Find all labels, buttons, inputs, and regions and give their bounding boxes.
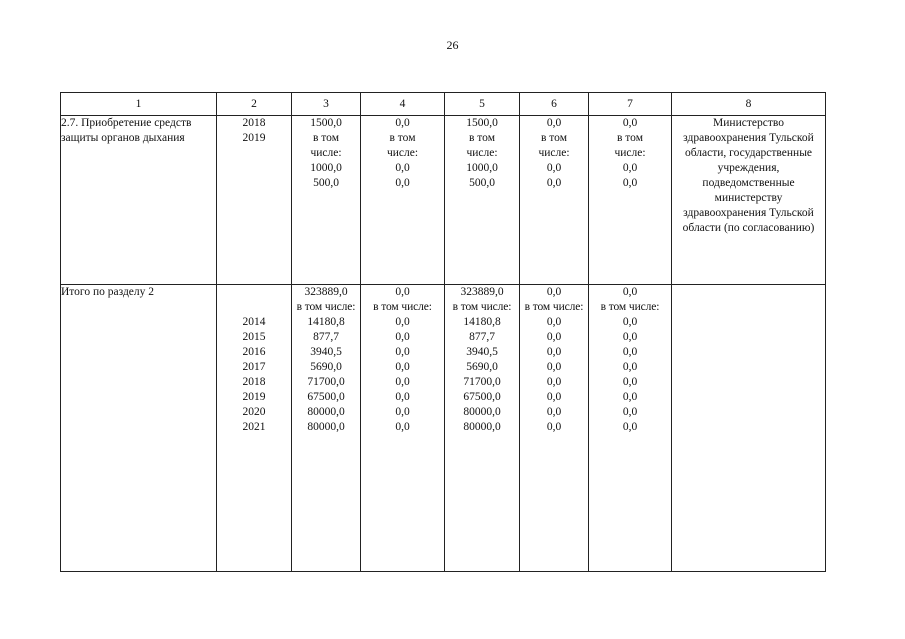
funding-value: 0,0	[622, 361, 638, 373]
funding-value: 0,0	[395, 406, 410, 418]
funding-value: 0,0	[395, 421, 410, 433]
funding-value: 0,0	[622, 316, 638, 328]
funding-value: 0,0	[546, 376, 562, 388]
column-number-7: 7	[589, 93, 672, 116]
funding-value: 0,0	[546, 346, 562, 358]
funding-value: в том	[541, 132, 567, 144]
funding-value: 0,0	[546, 117, 562, 129]
table-row	[61, 285, 826, 572]
funding-value: в том числе:	[600, 301, 660, 313]
funding-value: 0,0	[546, 286, 562, 298]
total-funding-cell	[292, 285, 361, 572]
table-row	[61, 116, 826, 285]
funding-value: 5690,0	[466, 361, 498, 373]
year-value: 2018	[242, 376, 266, 388]
funding-value: 80000,0	[463, 406, 501, 418]
year-value: 2019	[242, 132, 266, 144]
spacer	[217, 285, 291, 300]
column-number-5: 5	[445, 93, 520, 116]
funding-value: 0,0	[395, 316, 410, 328]
funding-col4-cell	[361, 116, 445, 285]
funding-value: 0,0	[622, 346, 638, 358]
funding-value: 71700,0	[307, 376, 345, 388]
funding-value: в том	[313, 132, 339, 144]
funding-col6-cell	[520, 285, 589, 572]
funding-value: 0,0	[622, 177, 638, 189]
funding-col6-cell	[520, 116, 589, 285]
program-table	[60, 92, 826, 572]
funding-value: в том	[389, 132, 416, 144]
funding-value: 0,0	[395, 331, 410, 343]
funding-value: в том числе:	[524, 301, 584, 313]
funding-value: 500,0	[469, 177, 495, 189]
funding-value: 323889,0	[460, 286, 504, 298]
funding-value: 0,0	[622, 406, 638, 418]
funding-value: 67500,0	[307, 391, 345, 403]
column-number-1: 1	[61, 93, 217, 116]
year-value: 2016	[242, 346, 266, 358]
funding-value: 877,7	[313, 331, 339, 343]
funding-value: числе:	[310, 147, 342, 159]
year-value: 2021	[242, 421, 266, 433]
funding-value: 0,0	[395, 361, 410, 373]
year-value: 2019	[242, 391, 266, 403]
column-number-row	[61, 93, 826, 116]
responsible-organization-empty	[672, 285, 826, 572]
funding-value: 14180,8	[307, 316, 345, 328]
year-value: 2015	[242, 331, 266, 343]
funding-value: 500,0	[313, 177, 339, 189]
funding-value: числе:	[466, 147, 498, 159]
column-number-2: 2	[217, 93, 292, 116]
funding-value: 0,0	[546, 331, 562, 343]
funding-value: 3940,5	[310, 346, 342, 358]
funding-value: 0,0	[622, 331, 638, 343]
funding-value: 0,0	[622, 376, 638, 388]
funding-col7-cell	[589, 285, 672, 572]
year-value: 2014	[242, 316, 266, 328]
funding-value: 3940,5	[466, 346, 498, 358]
measure-name: 2.7. Приобретение средств защиты органов дыхания	[61, 116, 217, 285]
years-cell	[217, 116, 292, 285]
funding-value: 0,0	[395, 162, 410, 174]
funding-value: 877,7	[469, 331, 495, 343]
funding-value: 1000,0	[310, 162, 342, 174]
funding-value: 0,0	[395, 177, 410, 189]
total-funding-cell	[292, 116, 361, 285]
funding-col5-cell	[445, 285, 520, 572]
year-value: 2020	[242, 406, 266, 418]
years-cell	[217, 285, 292, 572]
column-number-3: 3	[292, 93, 361, 116]
funding-value: числе:	[614, 147, 646, 159]
funding-value: 0,0	[546, 177, 562, 189]
funding-value: 67500,0	[463, 391, 501, 403]
funding-value: в том	[469, 132, 495, 144]
funding-value: 80000,0	[307, 421, 345, 433]
page-number: 26	[446, 38, 459, 52]
column-number-6: 6	[520, 93, 589, 116]
funding-value: в том	[617, 132, 643, 144]
funding-value: 14180,8	[463, 316, 501, 328]
funding-value: 0,0	[395, 117, 410, 129]
funding-value: 71700,0	[463, 376, 501, 388]
funding-value: 0,0	[546, 421, 562, 433]
funding-col5-cell	[445, 116, 520, 285]
funding-value: в том числе:	[452, 301, 512, 313]
funding-value: 1000,0	[466, 162, 498, 174]
responsible-organization: Министерство здравоохранения Тульской области, государственные учреждения, подведомственные министерству здравоохранения Тульской области (по согласованию)	[672, 116, 826, 285]
funding-value: 0,0	[395, 286, 410, 298]
funding-value: 5690,0	[310, 361, 342, 373]
funding-value: 0,0	[622, 117, 638, 129]
funding-value: 323889,0	[304, 286, 348, 298]
funding-value: 0,0	[622, 421, 638, 433]
funding-value: числе:	[386, 147, 419, 159]
funding-value: 80000,0	[307, 406, 345, 418]
funding-value: 0,0	[546, 316, 562, 328]
funding-value: 0,0	[622, 162, 638, 174]
funding-value: 0,0	[622, 391, 638, 403]
funding-col4-cell	[361, 285, 445, 572]
funding-value: 80000,0	[463, 421, 501, 433]
funding-value: числе:	[538, 147, 570, 159]
funding-value: 0,0	[622, 286, 638, 298]
funding-value: 0,0	[395, 346, 410, 358]
column-number-4: 4	[361, 93, 445, 116]
funding-value: в том числе:	[296, 301, 356, 313]
funding-value: 0,0	[395, 376, 410, 388]
year-value: 2018	[242, 117, 266, 129]
funding-value: 1500,0	[466, 117, 498, 129]
funding-value: 1500,0	[310, 117, 342, 129]
column-number-8: 8	[672, 93, 826, 116]
funding-col7-cell	[589, 116, 672, 285]
spacer	[217, 300, 291, 315]
year-value: 2017	[242, 361, 266, 373]
section-total-name: Итого по разделу 2	[61, 285, 217, 572]
funding-value: 0,0	[546, 406, 562, 418]
funding-value: 0,0	[546, 391, 562, 403]
funding-value: в том числе:	[373, 301, 432, 313]
funding-value: 0,0	[395, 391, 410, 403]
funding-value: 0,0	[546, 361, 562, 373]
funding-value: 0,0	[546, 162, 562, 174]
